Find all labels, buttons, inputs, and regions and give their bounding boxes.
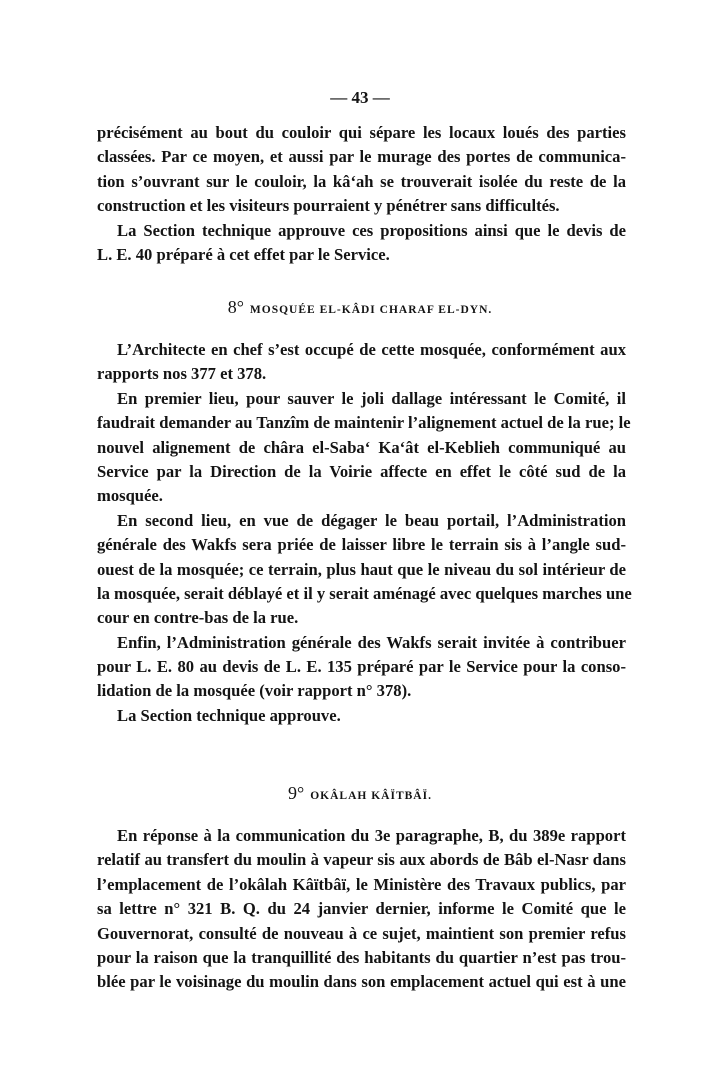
paragraph — [97, 121, 626, 219]
text-line: générale des Wakfs sera priée de laisser libre le terrain sis à l’angle sud- — [97, 535, 626, 555]
text-line: En second lieu, en vue de dégager le beau portail, l’Administration — [117, 510, 626, 530]
text-line: tion s’ouvrant sur le couloir, la kâ‘ah se trouverait isolée du reste de la — [97, 171, 626, 191]
text-line: En réponse à la communication du 3e paragraphe, B, du 389e rapport — [117, 826, 626, 845]
text-line: lidation de la mosquée (voir rapport n° 378). — [97, 681, 412, 701]
text-line: la mosquée, serait déblayé et il y serait aménagé avec quelques marches une — [97, 583, 632, 603]
text-line: L. E. 40 préparé à cet effet par le Service. — [97, 244, 390, 264]
paragraph — [97, 509, 632, 631]
text-line: Service par la Direction de la Voirie affecte en effet le côté sud de la — [97, 461, 626, 481]
section-title: MOSQUÉE EL-KÂDI CHARAF EL-DYN. — [249, 304, 493, 316]
text-line: blée par le voisinage du moulin dans son emplacement actuel qui est à une — [97, 972, 626, 992]
text-line: La Section technique approuve ces propositions ainsi que le devis de — [117, 220, 626, 240]
section-number: 8° — [227, 297, 244, 317]
text-line: classées. Par ce moyen, et aussi par le murage des portes de communica- — [97, 147, 626, 167]
section-heading-9 — [0, 783, 720, 804]
text-line: rapports nos 377 et 378. — [97, 364, 267, 384]
text-line: pour L. E. 80 au devis de L. E. 135 préparé par le Service pour la conso- — [97, 657, 626, 677]
text-line: l’emplacement de l’okâlah Kâïtbâï, le Ministère des Travaux publics, par — [97, 874, 626, 894]
paragraph — [97, 704, 626, 728]
text-line: Gouvernorat, consulté de nouveau à ce sujet, maintient son premier refus — [97, 923, 626, 943]
section-heading-8 — [0, 297, 720, 318]
text-block-mosquee — [97, 338, 632, 728]
paragraph — [97, 338, 626, 387]
text-block-okalah — [97, 824, 626, 995]
text-line: mosquée. — [97, 486, 163, 506]
text-line: En premier lieu, pour sauver le joli dallage intéressant le Comité, il — [117, 388, 626, 408]
text-line: relatif au transfert du moulin à vapeur sis aux abords de Bâb el-Nasr dans — [97, 850, 626, 870]
page-number: — 43 — — [330, 88, 390, 107]
text-line: faudrait demander au Tanzîm de maintenir l’alignement actuel de la rue; le — [97, 413, 631, 433]
paragraph — [97, 631, 626, 704]
section-title: OKÂLAH KÂÏTBÂÏ. — [310, 790, 432, 802]
text-line: cour en contre-bas de la rue. — [97, 608, 299, 628]
paragraph — [97, 824, 626, 995]
text-line: ouest de la mosquée; ce terrain, plus haut que le niveau du sol intérieur de — [97, 559, 626, 579]
section-number: 9° — [288, 783, 305, 803]
text-line: construction et les visiteurs pourraient y pénétrer sans difficultés. — [97, 196, 560, 216]
text-line: Enfin, l’Administration générale des Wakfs serait invitée à contribuer — [117, 632, 626, 652]
text-line: La Section technique approuve. — [117, 705, 341, 725]
text-line: nouvel alignement de châra el-Saba‘ Ka‘ât el-Keblieh communiqué au — [97, 437, 626, 457]
paragraph — [97, 387, 631, 509]
text-line: précisément au bout du couloir qui sépare les locaux loués des parties — [97, 123, 626, 142]
text-line: sa lettre n° 321 B. Q. du 24 janvier dernier, informe le Comité que le — [97, 899, 626, 919]
paragraph — [97, 219, 626, 268]
text-line: pour la raison que la tranquillité des habitants du quartier n’est pas trou- — [97, 947, 626, 967]
text-line: L’Architecte en chef s’est occupé de cette mosquée, conformément aux — [117, 340, 626, 359]
text-block-intro — [97, 121, 626, 267]
